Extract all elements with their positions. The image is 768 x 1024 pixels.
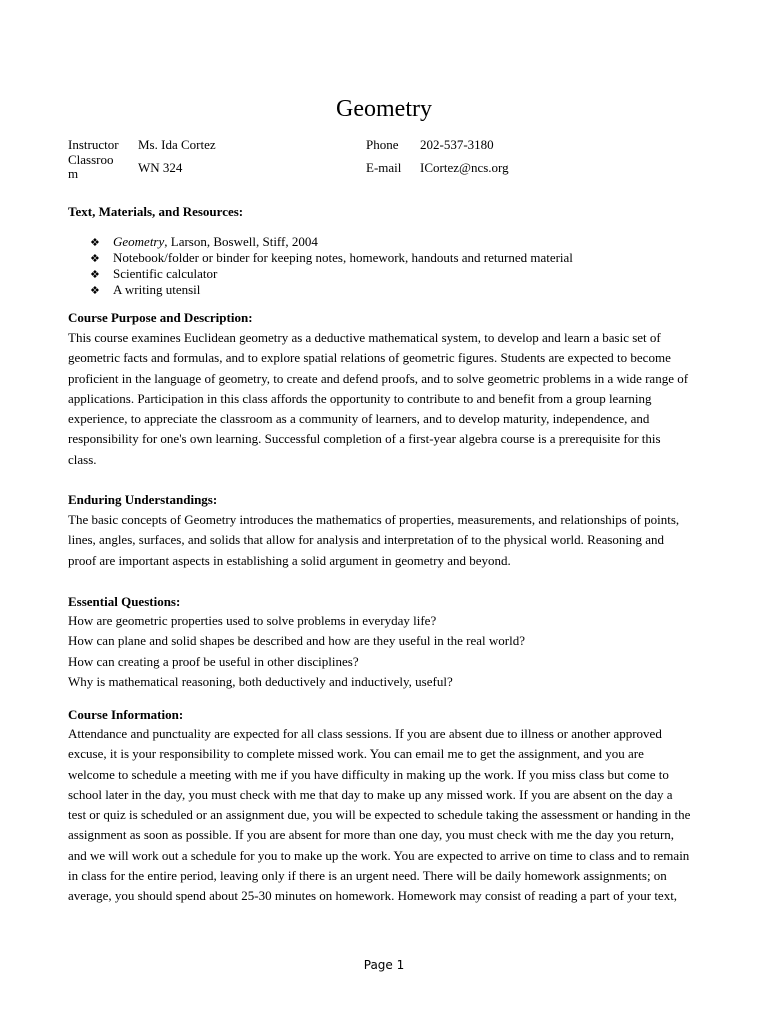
question-line: How can plane and solid shapes be described and how are they useful in the real world? <box>68 633 526 649</box>
list-item-text: A writing utensil <box>113 282 201 297</box>
classroom-value: WN 324 <box>138 160 183 175</box>
question-line: Why is mathematical reasoning, both deductively and inductively, useful? <box>68 673 453 689</box>
text-line: applications. Participation in this class affords the opportunity to contribute to and benefit from a group learning <box>68 390 652 406</box>
text-line: The basic concepts of Geometry introduces the mathematics of properties, measurements, and relationships of points, <box>68 512 680 527</box>
question-line: How can creating a proof be useful in other disciplines? <box>68 653 359 669</box>
list-item <box>90 266 573 282</box>
text-line: school later in the day, you must check with me that day to make up any missed work. If you are absent on the day a <box>68 786 673 802</box>
classroom-label <box>68 153 114 181</box>
enduring-paragraph <box>68 510 704 571</box>
phone-label: Phone <box>366 137 399 152</box>
course-info-paragraph <box>68 724 704 907</box>
text-line: experience, to appreciate the classroom as a community of learners, and to develop maturity, independence, and <box>68 411 650 427</box>
instructor-value: Ms. Ida Cortez <box>138 137 216 152</box>
instructor-label: Instructor <box>68 137 119 152</box>
list-item-text: Notebook/folder or binder for keeping notes, homework, handouts and returned material <box>113 250 573 265</box>
bullet-diamond-icon: ❖ <box>90 252 100 265</box>
text-line: and we will work out a schedule for you to make up the work. You are expected to arrive on time to class and to remain <box>68 847 690 863</box>
purpose-heading: Course Purpose and Description: <box>68 310 253 325</box>
text-line: average, you should spend about 25-30 minutes on homework. Homework may consist of reading a part of your text, <box>68 888 678 904</box>
text-line: assignment as soon as possible. If you are absent for more than one day, you must check with me the day you return, <box>68 827 675 843</box>
bullet-diamond-icon: ❖ <box>90 284 100 297</box>
question-line: How are geometric properties used to solve problems in everyday life? <box>68 613 437 628</box>
text-line: class. <box>68 451 97 467</box>
page-number: Page 1 <box>363 958 405 972</box>
purpose-paragraph <box>68 328 704 470</box>
list-item <box>90 250 573 266</box>
book-details: , Larson, Boswell, Stiff, 2004 <box>164 234 318 249</box>
text-line: responsibility for one's own learning. Successful completion of a first-year algebra course is a prerequisite for this <box>68 431 661 447</box>
course-info-heading: Course Information: <box>68 707 184 722</box>
text-line: excuse, it is your responsibility to complete missed work. You can email me to get the assignment, and you are <box>68 746 644 762</box>
email-label: E-mail <box>366 160 402 175</box>
enduring-heading: Enduring Understandings: <box>68 492 218 507</box>
text-line: This course examines Euclidean geometry as a deductive mathematical system, to develop and learn a basic set of <box>68 330 661 345</box>
questions-list <box>68 611 704 692</box>
text-line: welcome to schedule a meeting with me if you have difficulty in making up the work. If you miss class but come to <box>68 766 669 782</box>
bullet-diamond-icon: ❖ <box>90 236 100 249</box>
text-line: test or quiz is scheduled or an assignment due, you will be expected to schedule taking the assessment or handing in the <box>68 807 691 823</box>
page-title: Geometry <box>336 96 432 122</box>
text-line: geometric facts and formulas, and to explore spatial relations of geometric figures. Students are expected to become <box>68 350 671 366</box>
list-item <box>90 282 573 298</box>
text-line: proof are important aspects in establishing a solid argument in geometry and beyond. <box>68 552 511 568</box>
classroom-label-part2: m <box>68 166 79 181</box>
phone-value: 202-537-3180 <box>420 137 494 152</box>
classroom-label-part1: Classroo <box>68 152 114 167</box>
email-value: ICortez@ncs.org <box>420 160 509 175</box>
list-item-text: Scientific calculator <box>113 266 218 281</box>
bullet-diamond-icon: ❖ <box>90 268 100 281</box>
materials-heading: Text, Materials, and Resources: <box>68 204 244 219</box>
text-line: in class for the entire period, leaving only if there is an urgent need. There will be daily homework assignments; on <box>68 868 667 884</box>
text-line: lines, angles, surfaces, and solids that allow for analysis and interpretation of to the physical world. Reasoning and <box>68 532 665 548</box>
materials-list <box>90 234 573 298</box>
book-title: Geometry <box>113 234 165 249</box>
questions-heading: Essential Questions: <box>68 594 181 609</box>
text-line: proficient in the language of geometry, to create and defend proofs, and to solve geometric problems in a wide range of <box>68 370 689 386</box>
list-item <box>90 234 573 250</box>
text-line: Attendance and punctuality are expected for all class sessions. If you are absent due to illness or another approved <box>68 726 662 741</box>
